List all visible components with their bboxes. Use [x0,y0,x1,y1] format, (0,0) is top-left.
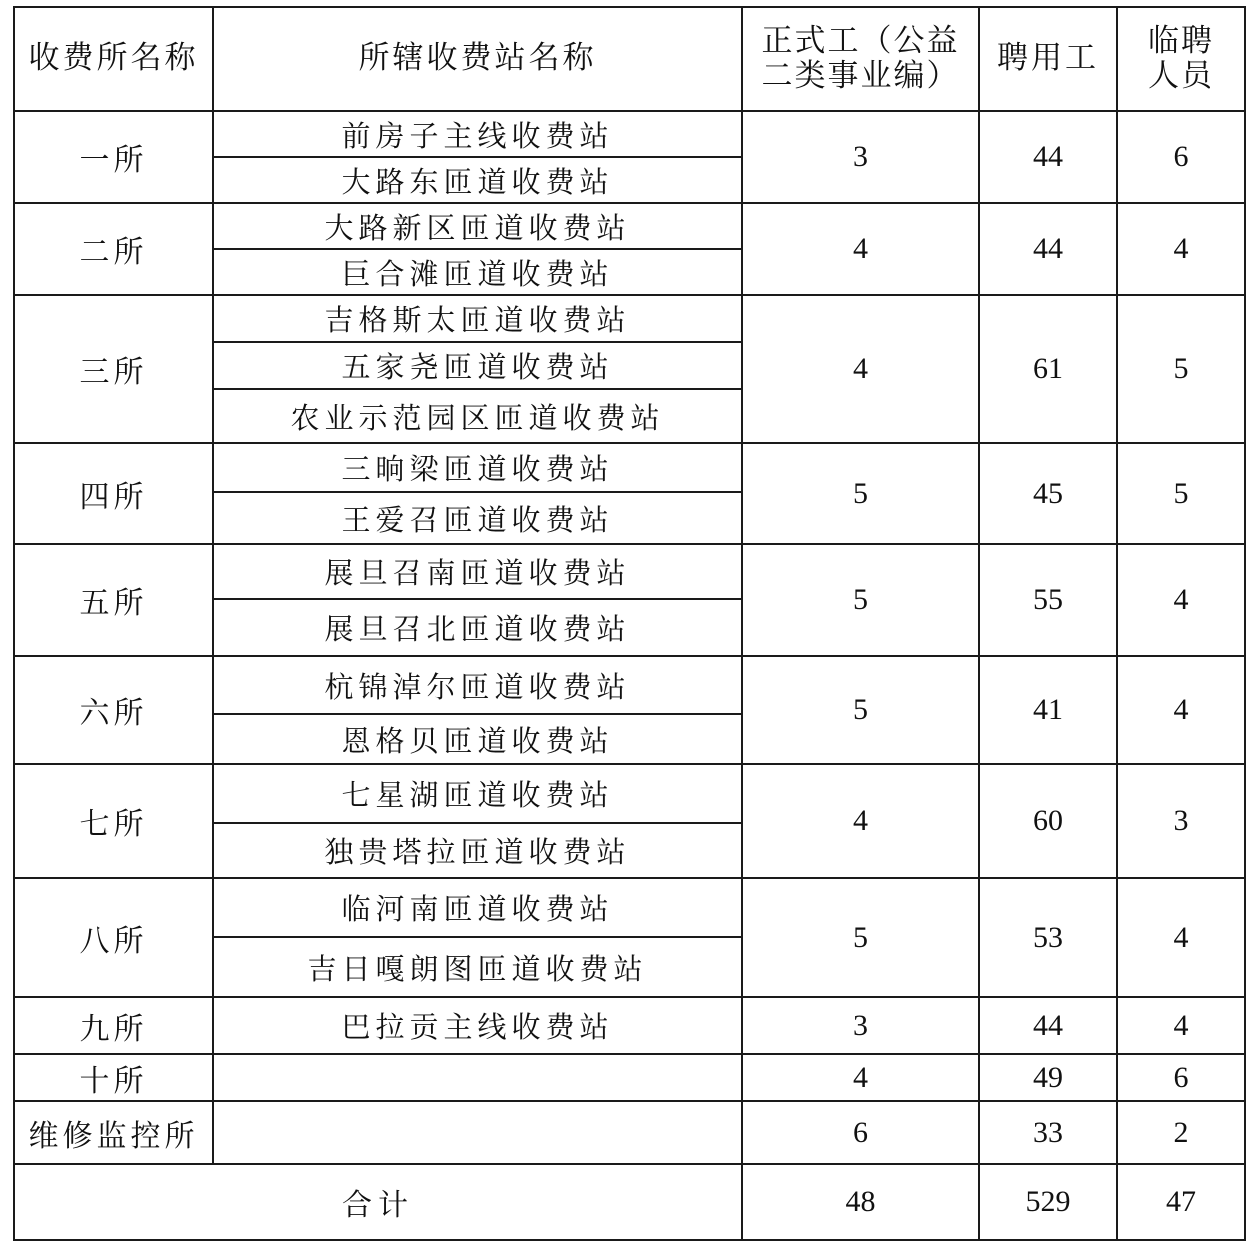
formal-count-cell: 5 [742,656,979,764]
header-office: 收费所名称 [14,7,213,111]
temp-count-cell: 4 [1117,544,1245,656]
station-name-cell: 五家尧匝道收费站 [213,342,742,389]
formal-count-cell: 4 [742,295,979,443]
temp-count-cell: 5 [1117,443,1245,544]
office-name-cell: 一所 [14,111,213,203]
table-row [14,997,1245,1054]
staffing-table [13,6,1246,1241]
hired-count-cell: 60 [979,764,1117,878]
station-name-cell: 吉格斯太匝道收费站 [213,295,742,342]
formal-count-cell: 3 [742,111,979,203]
header-station: 所辖收费站名称 [213,7,742,111]
table-row [14,295,1245,342]
formal-count-cell: 6 [742,1101,979,1164]
table-header [14,7,1245,111]
office-name-cell: 维修监控所 [14,1101,213,1164]
temp-count-cell: 2 [1117,1101,1245,1164]
header-temp-text: 临聘人员 [1148,23,1214,94]
table-row [14,656,1245,714]
header-formal [742,7,979,111]
station-name-cell: 展旦召南匝道收费站 [213,544,742,599]
temp-count-cell: 3 [1117,764,1245,878]
formal-count-cell: 5 [742,544,979,656]
station-name-cell: 农业示范园区匝道收费站 [213,389,742,443]
station-name-cell: 临河南匝道收费站 [213,878,742,937]
table-row [14,1101,1245,1164]
temp-count-cell: 4 [1117,997,1245,1054]
office-name-cell: 五所 [14,544,213,656]
temp-count-cell: 6 [1117,111,1245,203]
header-formal-text: 正式工（公益二类事业编） [761,23,960,94]
total-temp-cell: 47 [1117,1164,1245,1240]
hired-count-cell: 55 [979,544,1117,656]
hired-count-cell: 44 [979,997,1117,1054]
table-row [14,203,1245,249]
station-name-cell [213,1101,742,1164]
header-hired: 聘用工 [979,7,1117,111]
office-name-cell: 九所 [14,997,213,1054]
formal-count-cell: 3 [742,997,979,1054]
station-name-cell: 三晌梁匝道收费站 [213,443,742,492]
hired-count-cell: 33 [979,1101,1117,1164]
office-name-cell: 八所 [14,878,213,997]
temp-count-cell: 4 [1117,656,1245,764]
hired-count-cell: 53 [979,878,1117,997]
hired-count-cell: 61 [979,295,1117,443]
formal-count-cell: 4 [742,764,979,878]
table-body [14,111,1245,1240]
temp-count-cell: 6 [1117,1054,1245,1101]
formal-count-cell: 4 [742,1054,979,1101]
station-name-cell: 前房子主线收费站 [213,111,742,157]
station-name-cell [213,1054,742,1101]
hired-count-cell: 44 [979,111,1117,203]
office-name-cell: 六所 [14,656,213,764]
formal-count-cell: 4 [742,203,979,295]
station-name-cell: 恩格贝匝道收费站 [213,714,742,764]
table-row [14,443,1245,492]
hired-count-cell: 45 [979,443,1117,544]
station-name-cell: 王爱召匝道收费站 [213,492,742,544]
station-name-cell: 七星湖匝道收费站 [213,764,742,823]
header-row [14,7,1245,111]
table-row [14,764,1245,823]
station-name-cell: 独贵塔拉匝道收费站 [213,823,742,878]
table-row [14,544,1245,599]
table-row [14,111,1245,157]
temp-count-cell: 4 [1117,203,1245,295]
station-name-cell: 大路新区匝道收费站 [213,203,742,249]
total-row [14,1164,1245,1240]
hired-count-cell: 44 [979,203,1117,295]
station-name-cell: 巴拉贡主线收费站 [213,997,742,1054]
table-row [14,1054,1245,1101]
office-name-cell: 十所 [14,1054,213,1101]
table-row [14,878,1245,937]
total-label-cell: 合计 [14,1164,742,1240]
temp-count-cell: 4 [1117,878,1245,997]
office-name-cell: 四所 [14,443,213,544]
office-name-cell: 三所 [14,295,213,443]
station-name-cell: 大路东匝道收费站 [213,157,742,203]
total-hired-cell: 529 [979,1164,1117,1240]
formal-count-cell: 5 [742,443,979,544]
office-name-cell: 二所 [14,203,213,295]
hired-count-cell: 49 [979,1054,1117,1101]
header-temp [1117,7,1245,111]
station-name-cell: 杭锦淖尔匝道收费站 [213,656,742,714]
hired-count-cell: 41 [979,656,1117,764]
formal-count-cell: 5 [742,878,979,997]
temp-count-cell: 5 [1117,295,1245,443]
office-name-cell: 七所 [14,764,213,878]
station-name-cell: 巨合滩匝道收费站 [213,249,742,295]
station-name-cell: 吉日嘎朗图匝道收费站 [213,937,742,997]
station-name-cell: 展旦召北匝道收费站 [213,599,742,656]
total-formal-cell: 48 [742,1164,979,1240]
